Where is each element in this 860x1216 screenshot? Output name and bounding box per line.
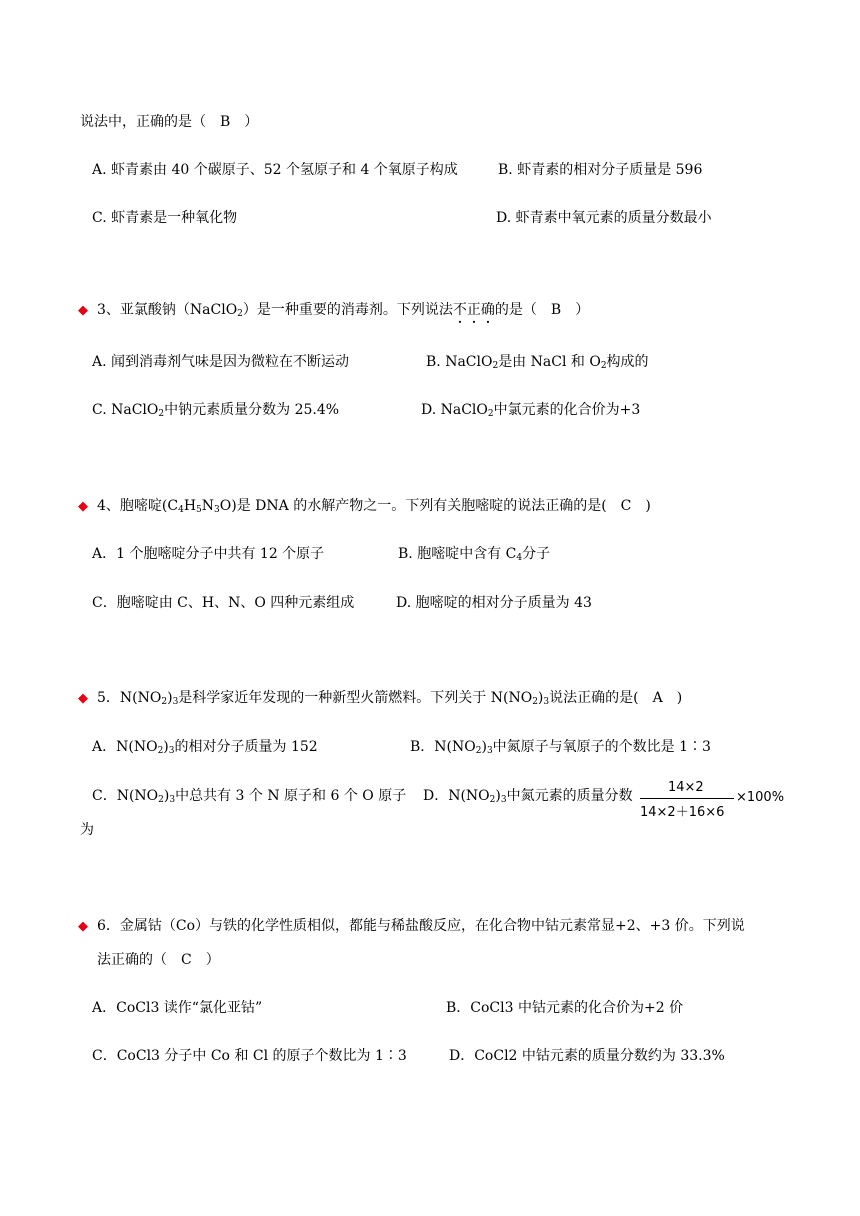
emphasis-char: 确 (480, 302, 495, 318)
option-d: D．$N(NO_2)_3$中氮元素的质量分数 (423, 788, 633, 805)
diamond-bullet-icon: ◆ (78, 303, 88, 318)
option-a: A．CoCl3 读作“氯化亚钴” (92, 1000, 263, 1016)
diamond-bullet-icon: ◆ (78, 499, 88, 514)
diamond-bullet-icon: ◆ (78, 691, 88, 706)
mass-fraction-formula (640, 780, 785, 820)
option-d: D. 虾青素中氧元素的质量分数最小 (496, 210, 712, 226)
option-a: A．1 个胞嘧啶分子中共有 12 个原子 (92, 546, 325, 562)
option-d-continuation: 为 (80, 822, 94, 838)
question-4-stem: 4、胞嘧啶$(C_4H_5N_3O)$是 DNA 的水解产物之一。下列有关胞嘧啶的说法正确的是( C ) (97, 498, 651, 515)
option-a: A. 闻到消毒剂气味是因为微粒在不断运动 (92, 354, 350, 370)
option-b: B．$N(NO_2)_3$中氮原子与氧原子的个数比是 1∶3 (410, 739, 711, 756)
fraction-numerator: 14×2 (668, 780, 704, 795)
option-c: C. NaClO$_2$中钠元素质量分数为 25.4% (92, 402, 340, 419)
option-d: D. 胞嘧啶的相对分子质量为 43 (396, 595, 592, 611)
option-c: C．胞嘧啶由 C、H、N、O 四种元素组成 (92, 595, 355, 611)
question-6-stem-cont: 法正确的（ C ） (97, 952, 220, 968)
option-b: B．CoCl3 中钴元素的化合价为+2 价 (446, 1000, 684, 1016)
fraction-denominator: 14×2＋16×6 (640, 805, 725, 820)
fraction-multiplier: ×100% (736, 790, 785, 805)
question-6-stem: 6．金属钴（Co）与铁的化学性质相似，都能与稀盐酸反应，在化合物中钴元素常显+2、+3 价。下列说 (97, 918, 745, 934)
option-b: B. 虾青素的相对分子质量是 596 (498, 162, 703, 178)
option-c: C. 虾青素是一种氧化物 (92, 210, 238, 226)
option-d: D．CoCl2 中钴元素的质量分数约为 33.3% (449, 1048, 725, 1064)
question-5-stem: 5．$N(NO_2)_3$是科学家近年发现的一种新型火箭燃料。下列关于 $N(NO_2)_3$说法正确的是( A ) (97, 690, 683, 707)
option-c: C．$N(NO_2)_3$中总共有 3 个 N 原子和 6 个 O 原子 (92, 788, 407, 805)
option-a: A．$N(NO_2)_3$的相对分子质量为 152 (92, 739, 318, 756)
option-a: A. 虾青素由 40 个碳原子、52 个氢原子和 4 个氧原子构成 (92, 162, 458, 178)
option-d: D. NaClO$_2$中氯元素的化合价为+3 (421, 402, 641, 419)
question-3-stem: 3、亚氯酸钠（NaClO$_2$）是一种重要的消毒剂。下列说法不正确的是（ B ） (97, 302, 590, 319)
question-stem: 说法中，正确的是（ B ） (80, 114, 259, 130)
emphasis-char: 不 (452, 302, 467, 318)
option-b: B. NaClO$_2$是由 NaCl 和 $O_2$构成的 (426, 354, 649, 371)
diamond-bullet-icon: ◆ (78, 919, 88, 934)
option-b: B. 胞嘧啶中含有 $C_4$分子 (398, 546, 551, 563)
emphasis-char: 正 (466, 302, 481, 318)
fraction-bar (640, 798, 734, 799)
option-c: C．CoCl3 分子中 Co 和 Cl 的原子个数比为 1∶3 (92, 1048, 407, 1064)
